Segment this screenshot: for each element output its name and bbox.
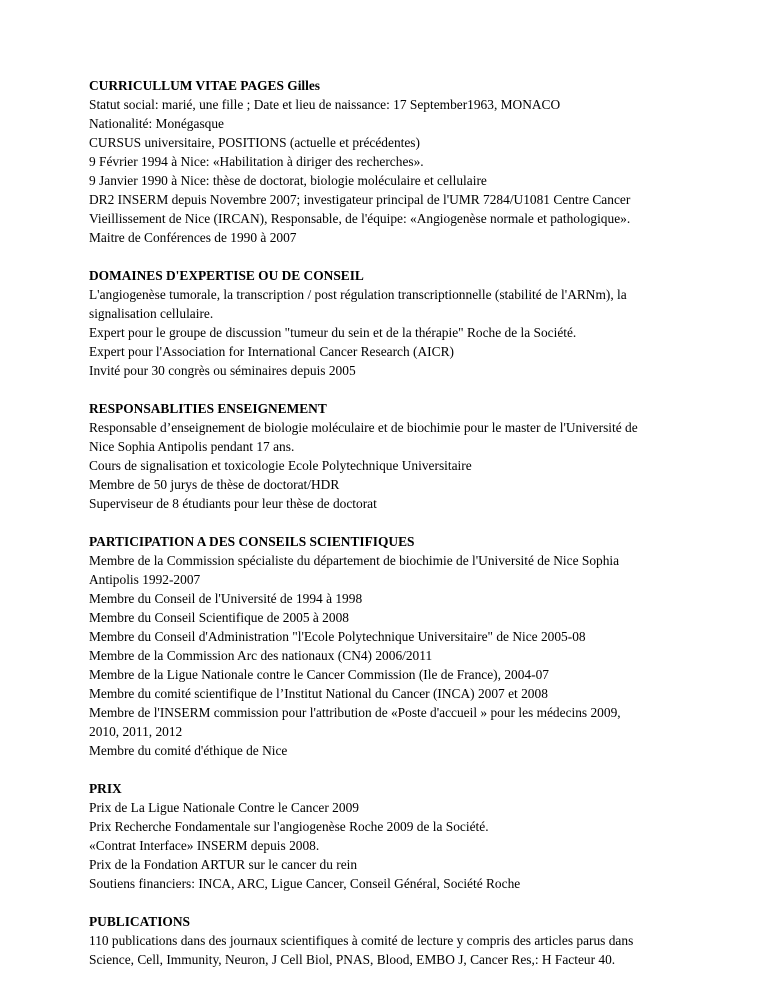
text-line: Prix Recherche Fondamentale sur l'angiogenèse Roche 2009 de la Société.	[89, 819, 489, 834]
text-line: Expert pour l'Association for International Cancer Research (AICR)	[89, 344, 454, 359]
text-line: DR2 INSERM depuis Novembre 2007; investigateur principal de l'UMR 7284/U1081 Centre Cancer	[89, 192, 631, 207]
section-awards	[89, 779, 729, 893]
text-line: Membre du Conseil d'Administration "l'Ecole Polytechnique Universitaire" de Nice 2005-08	[89, 629, 586, 644]
text-line: Nationalité: Monégasque	[89, 116, 224, 131]
text-line: Membre de la Commission spécialiste du département de biochimie de l'Université de Nice Sophia	[89, 553, 620, 568]
text-line: Antipolis 1992-2007	[89, 572, 201, 587]
text-line: L'angiogenèse tumorale, la transcription / post régulation transcriptionnelle (stabilité de l'ARNm), la	[89, 287, 627, 302]
text-line: Membre du Conseil de l'Université de 1994 à 1998	[89, 591, 363, 606]
text-line: Membre de la Ligue Nationale contre le Cancer Commission (Ile de France), 2004-07	[89, 667, 549, 682]
section-title: PRIX	[89, 781, 122, 796]
text-line: 110 publications dans des journaux scientifiques à comité de lecture y compris des articles parus dans	[89, 933, 634, 948]
text-line: Membre de la Commission Arc des nationaux (CN4) 2006/2011	[89, 648, 433, 663]
section-title: RESPONSABLITIES ENSEIGNEMENT	[89, 401, 327, 416]
cv-document	[89, 76, 729, 988]
section-title: PUBLICATIONS	[89, 914, 190, 929]
section-scientific-councils	[89, 532, 729, 760]
section-title: DOMAINES D'EXPERTISE OU DE CONSEIL	[89, 268, 364, 283]
text-line: Science, Cell, Immunity, Neuron, J Cell Biol, PNAS, Blood, EMBO J, Cancer Res,: H Facteur 40.	[89, 952, 616, 967]
text-line: Membre du comité d'éthique de Nice	[89, 743, 288, 758]
text-line: 9 Février 1994 à Nice: «Habilitation à diriger des recherches».	[89, 154, 424, 169]
section-publications	[89, 912, 729, 969]
text-line: Invité pour 30 congrès ou séminaires depuis 2005	[89, 363, 356, 378]
section-expertise	[89, 266, 729, 380]
text-line: Membre de l'INSERM commission pour l'attribution de «Poste d'accueil » pour les médecins 2009,	[89, 705, 621, 720]
text-line: Superviseur de 8 étudiants pour leur thèse de doctorat	[89, 496, 377, 511]
section-title: CURRICULLUM VITAE PAGES Gilles	[89, 78, 321, 93]
text-line: CURSUS universitaire, POSITIONS (actuelle et précédentes)	[89, 135, 420, 150]
text-line: Membre de 50 jurys de thèse de doctorat/HDR	[89, 477, 340, 492]
text-line: Prix de La Ligue Nationale Contre le Cancer 2009	[89, 800, 359, 815]
section-identity	[89, 76, 729, 247]
section-teaching	[89, 399, 729, 513]
text-line: 9 Janvier 1990 à Nice: thèse de doctorat, biologie moléculaire et cellulaire	[89, 173, 487, 188]
text-line: Responsable d’enseignement de biologie moléculaire et de biochimie pour le master de l'Université de	[89, 420, 638, 435]
text-line: 2010, 2011, 2012	[89, 724, 183, 739]
text-line: Membre du comité scientifique de l’Institut National du Cancer (INCA) 2007 et 2008	[89, 686, 548, 701]
text-line: Cours de signalisation et toxicologie Ecole Polytechnique Universitaire	[89, 458, 472, 473]
text-line: Expert pour le groupe de discussion "tumeur du sein et de la thérapie" Roche de la Société.	[89, 325, 577, 340]
text-line: Statut social: marié, une fille ; Date et lieu de naissance: 17 September1963, MONACO	[89, 97, 561, 112]
text-line: «Contrat Interface» INSERM depuis 2008.	[89, 838, 320, 853]
text-line: Membre du Conseil Scientifique de 2005 à 2008	[89, 610, 349, 625]
text-line: Nice Sophia Antipolis pendant 17 ans.	[89, 439, 295, 454]
text-line: Soutiens financiers: INCA, ARC, Ligue Cancer, Conseil Général, Société Roche	[89, 876, 521, 891]
text-line: signalisation cellulaire.	[89, 306, 214, 321]
section-title: PARTICIPATION A DES CONSEILS SCIENTIFIQUES	[89, 534, 415, 549]
text-line: Maitre de Conférences de 1990 à 2007	[89, 230, 297, 245]
text-line: Vieillissement de Nice (IRCAN), Responsable, de l'équipe: «Angiogenèse normale et pathologique».	[89, 211, 631, 226]
text-line: Prix de la Fondation ARTUR sur le cancer du rein	[89, 857, 358, 872]
